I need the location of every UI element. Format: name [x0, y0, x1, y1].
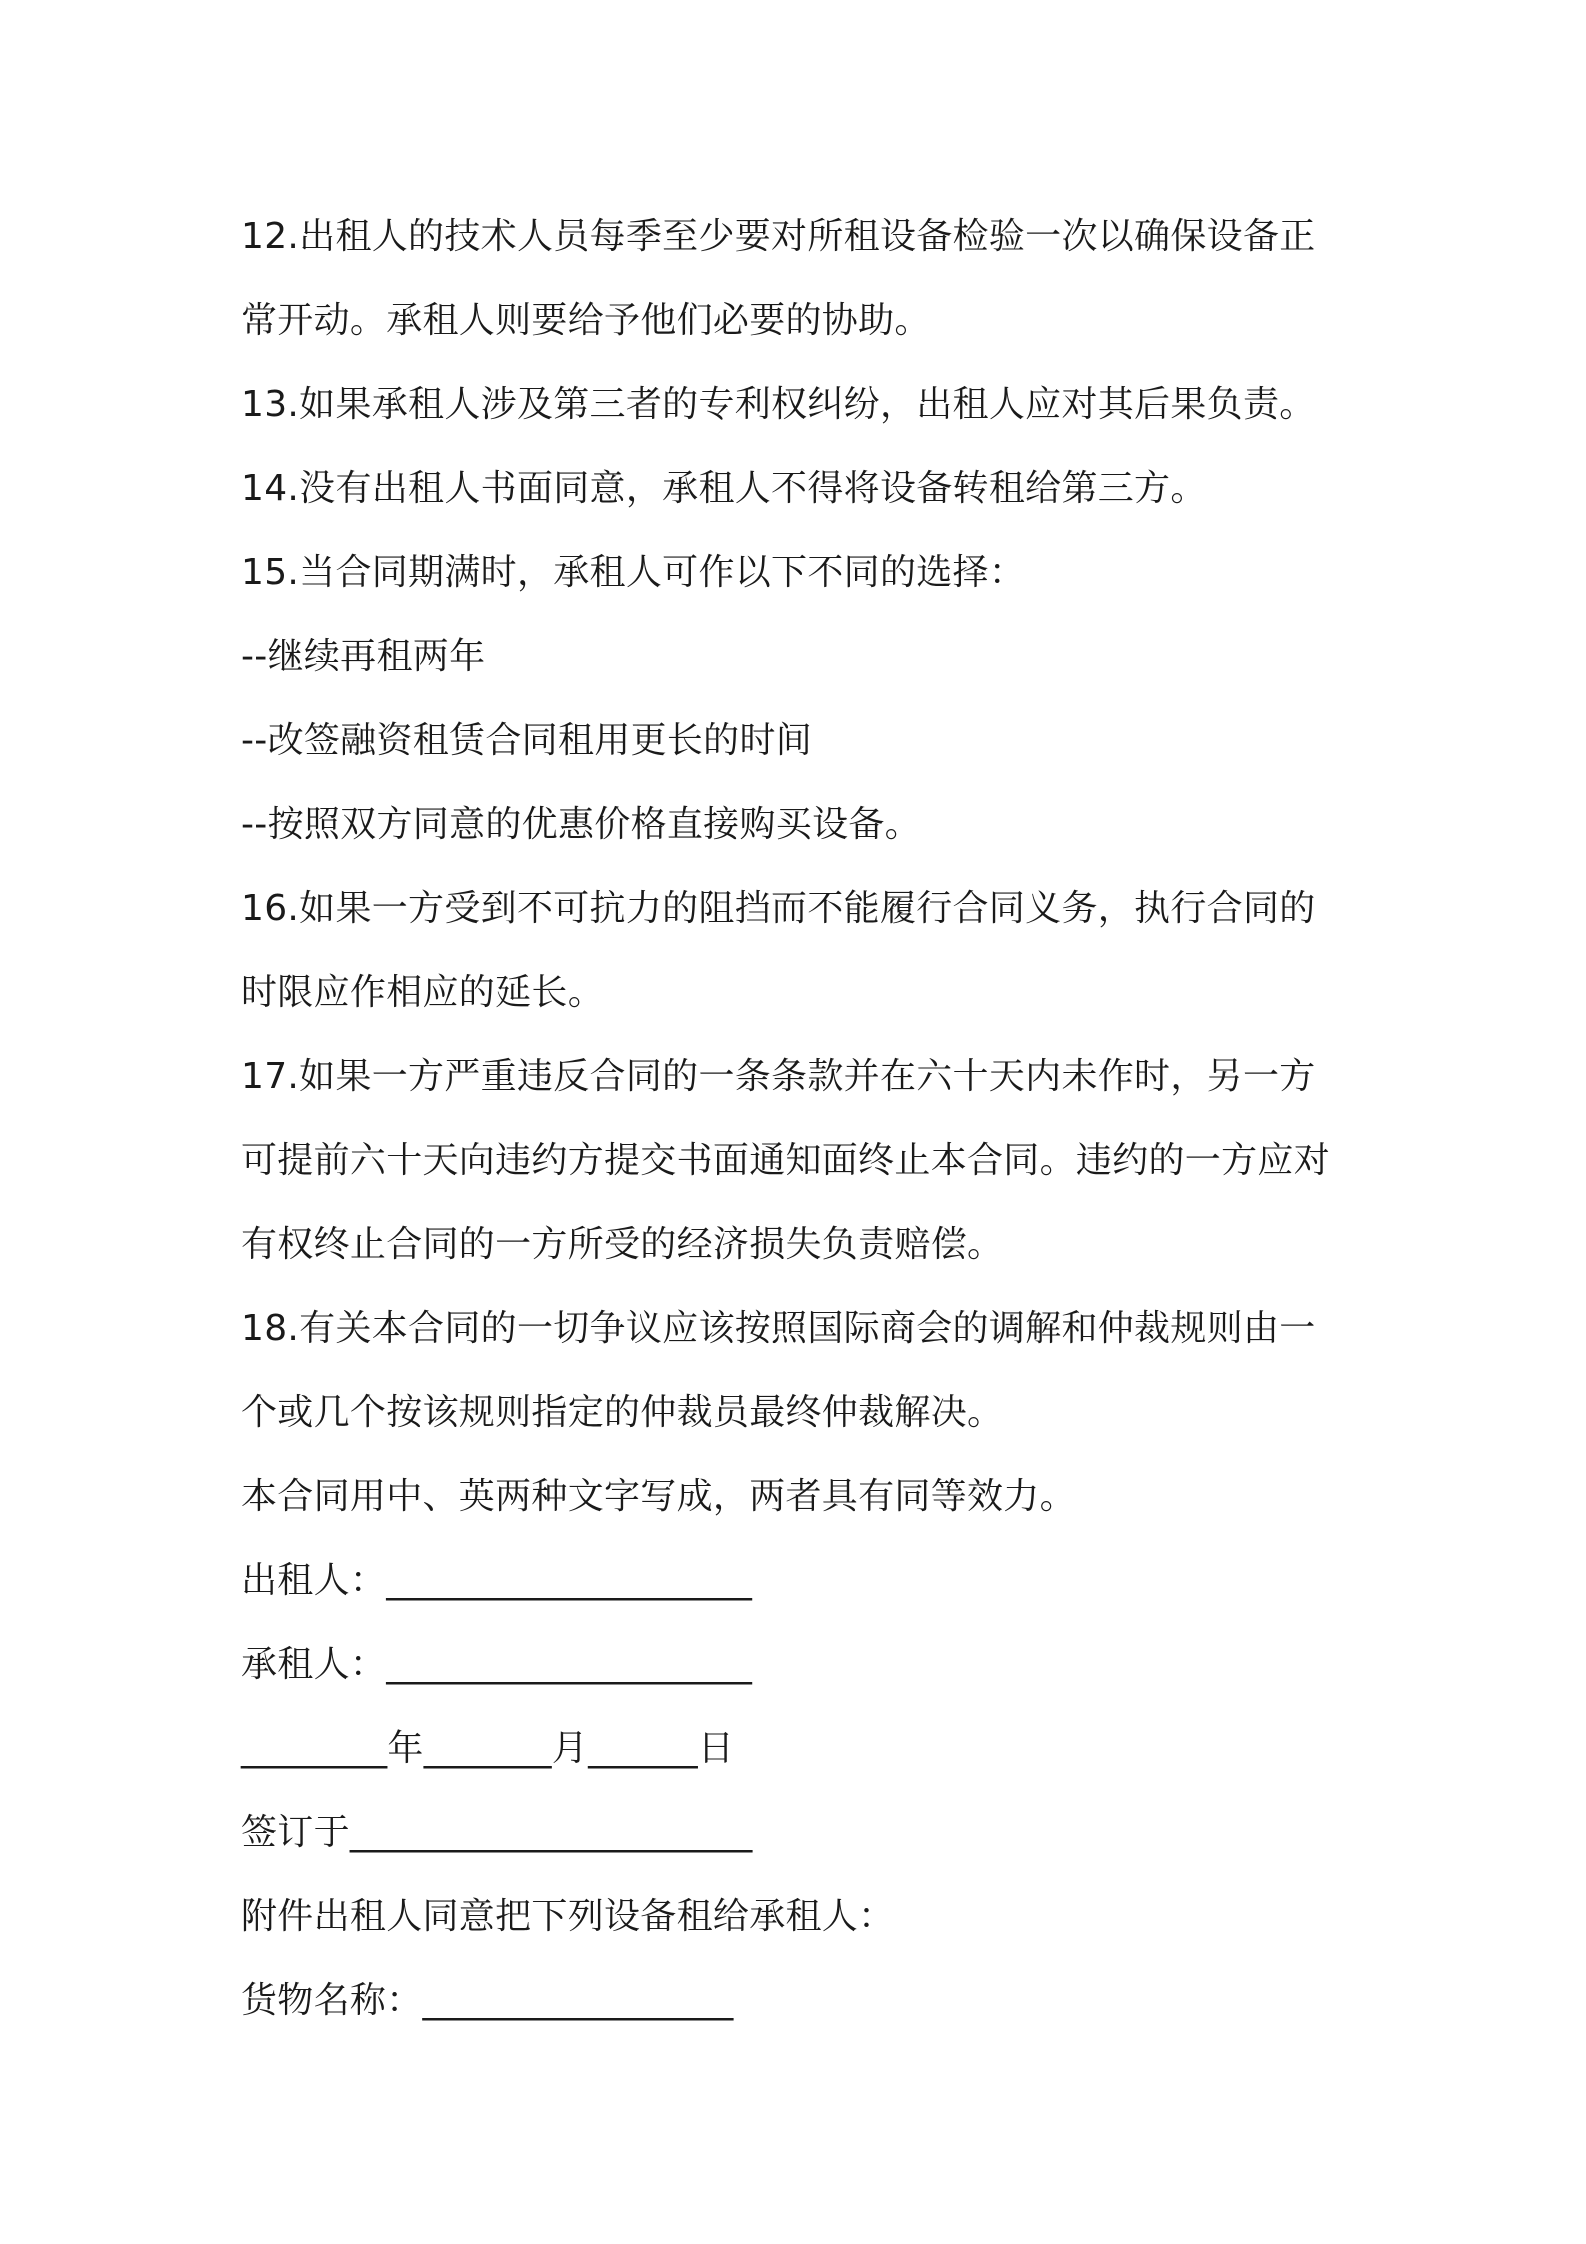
clause-14: 14.没有出租人书面同意，承租人不得将设备转租给第三方。: [241, 468, 1207, 509]
clause-17-line-3: 有权终止合同的一方所受的经济损失负责赔偿。: [241, 1224, 1004, 1265]
clause-17-line-2: 可提前六十天向违约方提交书面通知面终止本合同。违约的一方应对: [241, 1140, 1331, 1181]
lessee-signature-line: 承租人：____________________: [241, 1644, 753, 1685]
clause-12-line-1: 12.出租人的技术人员每季至少要对所租设备检验一次以确保设备正: [241, 216, 1316, 257]
clause-18-line-2: 个或几个按该规则指定的仲裁员最终仲裁解决。: [241, 1392, 1004, 1433]
clause-12-line-2: 常开动。承租人则要给予他们必要的协助。: [241, 300, 931, 341]
clause-18-line-1: 18.有关本合同的一切争议应该按照国际商会的调解和仲裁规则由一: [241, 1308, 1316, 1349]
clause-16-line-2: 时限应作相应的延长。: [241, 972, 605, 1013]
document-body: [241, 195, 1361, 2043]
date-line: ________年_______月______日: [241, 1728, 735, 1769]
clause-17-line-1: 17.如果一方严重违反合同的一条条款并在六十天内未作时，另一方: [241, 1056, 1316, 1097]
language-clause: 本合同用中、英两种文字写成，两者具有同等效力。: [241, 1476, 1076, 1517]
clause-15-option-2: --改签融资租赁合同租用更长的时间: [241, 720, 813, 761]
goods-name-line: 货物名称：_________________: [241, 1980, 734, 2021]
clause-16-line-1: 16.如果一方受到不可抗力的阻挡而不能履行合同义务，执行合同的: [241, 888, 1316, 929]
signed-at-line: 签订于______________________: [241, 1812, 753, 1853]
clause-13: 13.如果承租人涉及第三者的专利权纠纷，出租人应对其后果负责。: [241, 384, 1316, 425]
clause-15-option-3: --按照双方同意的优惠价格直接购买设备。: [241, 804, 921, 845]
clause-15-option-1: --继续再租两年: [241, 636, 486, 677]
lessor-signature-line: 出租人：____________________: [241, 1560, 753, 1601]
annex-heading: 附件出租人同意把下列设备租给承租人：: [241, 1896, 895, 1937]
clause-15: 15.当合同期满时，承租人可作以下不同的选择：: [241, 552, 1026, 593]
